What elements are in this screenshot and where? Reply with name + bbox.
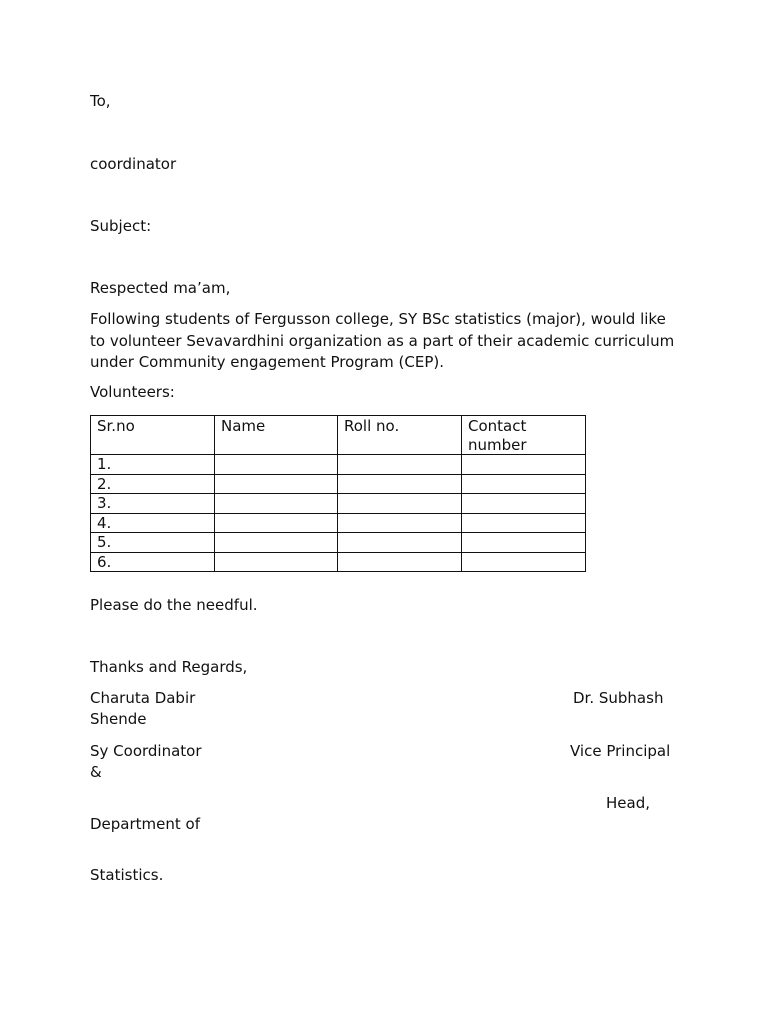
table-cell-contact — [462, 513, 586, 533]
table-cell-contact — [462, 533, 586, 553]
statistics-line: Statistics. — [90, 866, 164, 884]
table-cell-rollno — [338, 552, 462, 572]
to-line: To, — [90, 92, 111, 110]
table-cell-name — [215, 474, 338, 494]
signatory-right-name: Dr. Subhash — [573, 689, 664, 707]
table-cell-srno: 1. — [91, 455, 215, 475]
table-row — [91, 474, 586, 494]
table-cell-contact — [462, 552, 586, 572]
department-line: Department of — [90, 815, 200, 833]
signatory-left-name: Charuta Dabir — [90, 689, 196, 707]
volunteers-label: Volunteers: — [90, 383, 175, 401]
table-cell-name — [215, 513, 338, 533]
table-cell-rollno — [338, 533, 462, 553]
closing-line: Thanks and Regards, — [90, 658, 248, 676]
table-cell-name — [215, 533, 338, 553]
table-cell-srno: 5. — [91, 533, 215, 553]
table-cell-rollno — [338, 474, 462, 494]
volunteers-table — [90, 415, 586, 572]
table-row — [91, 533, 586, 553]
table-cell-srno: 6. — [91, 552, 215, 572]
table-row — [91, 494, 586, 514]
header-name: Name — [215, 416, 338, 455]
table-cell-name — [215, 494, 338, 514]
head-line: Head, — [606, 794, 650, 812]
table-cell-contact — [462, 474, 586, 494]
header-srno: Sr.no — [91, 416, 215, 455]
table-cell-name — [215, 552, 338, 572]
table-cell-rollno — [338, 455, 462, 475]
table-cell-srno: 4. — [91, 513, 215, 533]
table-cell-srno: 2. — [91, 474, 215, 494]
signatory-left-title: Sy Coordinator — [90, 742, 202, 760]
table-row — [91, 552, 586, 572]
header-contact-number: Contact number — [462, 416, 586, 455]
table-cell-rollno — [338, 513, 462, 533]
table-cell-contact — [462, 494, 586, 514]
ampersand-line: & — [90, 763, 102, 781]
recipient-line: coordinator — [90, 155, 177, 173]
request-line: Please do the needful. — [90, 596, 258, 614]
body-paragraph: Following students of Fergusson college, SY BSc statistics (major), would like to volunteer Sevavardhini organization as a part of their academic curriculum under Community engagement Program (CEP). — [90, 310, 675, 371]
table-row — [91, 455, 586, 475]
header-rollno: Roll no. — [338, 416, 462, 455]
table-row — [91, 513, 586, 533]
signatory-right-title: Vice Principal — [570, 742, 671, 760]
signatory-right-name-continued: Shende — [90, 710, 147, 728]
subject-line: Subject: — [90, 217, 152, 235]
table-cell-rollno — [338, 494, 462, 514]
table-cell-srno: 3. — [91, 494, 215, 514]
table-cell-contact — [462, 455, 586, 475]
salutation-line: Respected ma’am, — [90, 279, 231, 297]
table-cell-name — [215, 455, 338, 475]
table-header-row — [91, 416, 586, 455]
